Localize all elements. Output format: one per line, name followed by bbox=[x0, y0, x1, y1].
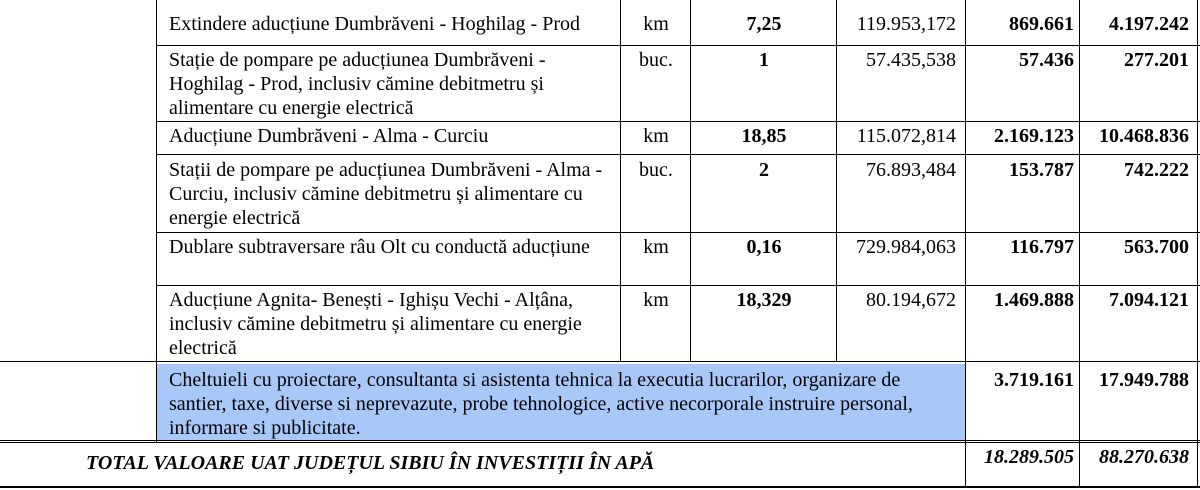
column-divider bbox=[965, 0, 966, 488]
row-divider bbox=[157, 121, 1200, 122]
summary-value-1: 3.719.161 bbox=[994, 369, 1074, 391]
total-value-1: 18.289.505 bbox=[984, 446, 1074, 468]
item-quantity: 2 bbox=[759, 159, 769, 181]
item-value-1: 869.661 bbox=[1009, 13, 1074, 35]
column-divider bbox=[836, 0, 837, 361]
item-unit-price: 57.435,538 bbox=[866, 49, 956, 71]
item-unit-price: 115.072,814 bbox=[856, 125, 956, 147]
item-value-1: 1.469.888 bbox=[994, 289, 1074, 311]
item-unit-price: 80.194,672 bbox=[866, 289, 956, 311]
item-description: Aducțiune Agnita- Benești - Ighișu Vechi - Alțâna, inclusiv cămine debitmetru și alimentare cu energie electrică bbox=[169, 289, 582, 359]
item-value-2: 563.700 bbox=[1124, 236, 1189, 258]
column-divider bbox=[1197, 0, 1198, 488]
row-divider bbox=[0, 361, 1200, 362]
row-divider bbox=[157, 154, 1200, 155]
item-unit: km bbox=[643, 125, 669, 147]
column-divider bbox=[156, 0, 157, 442]
item-value-1: 2.169.123 bbox=[994, 125, 1074, 147]
column-divider bbox=[690, 0, 691, 361]
summary-value-2: 17.949.788 bbox=[1099, 369, 1189, 391]
item-unit-price: 119.953,172 bbox=[856, 13, 956, 35]
total-label: TOTAL VALOARE UAT JUDEȚUL SIBIU ÎN INVESTIȚII ÎN APĂ bbox=[86, 452, 655, 474]
row-divider bbox=[157, 232, 1200, 233]
item-value-2: 10.468.836 bbox=[1099, 125, 1189, 147]
item-unit: km bbox=[643, 289, 669, 311]
item-value-2: 4.197.242 bbox=[1109, 13, 1189, 35]
item-description: Stații de pompare pe aducțiunea Dumbrăveni - Alma - Curciu, inclusiv cămine debitmetru și alimentare cu energie electrică bbox=[169, 159, 603, 229]
item-unit: buc. bbox=[639, 159, 673, 181]
total-value-2: 88.270.638 bbox=[1099, 446, 1189, 468]
column-divider bbox=[620, 0, 621, 361]
item-value-1: 116.797 bbox=[1010, 236, 1074, 258]
item-unit: km bbox=[643, 236, 669, 258]
item-unit-price: 729.984,063 bbox=[856, 236, 956, 258]
column-divider bbox=[1079, 0, 1080, 488]
item-unit-price: 76.893,484 bbox=[866, 159, 956, 181]
item-quantity: 1 bbox=[759, 49, 769, 71]
item-description: Aducțiune Dumbrăveni - Alma - Curciu bbox=[169, 125, 489, 147]
item-quantity: 18,85 bbox=[741, 125, 787, 147]
item-quantity: 0,16 bbox=[746, 236, 782, 258]
item-quantity: 18,329 bbox=[736, 289, 792, 311]
row-divider bbox=[157, 45, 1200, 46]
item-value-2: 742.222 bbox=[1124, 159, 1189, 181]
item-unit: km bbox=[643, 13, 669, 35]
item-value-2: 277.201 bbox=[1124, 49, 1189, 71]
row-divider bbox=[0, 440, 1200, 441]
item-value-1: 57.436 bbox=[1019, 49, 1074, 71]
item-description: Dublare subtraversare râu Olt cu conductă aducțiune bbox=[169, 236, 590, 258]
item-description: Extindere aducțiune Dumbrăveni - Hoghilag - Prod bbox=[169, 13, 580, 35]
item-quantity: 7,25 bbox=[746, 13, 782, 35]
item-description: Stație de pompare pe aducțiunea Dumbrăveni - Hoghilag - Prod, inclusiv cămine debitmetru și alimentare cu energie electrică bbox=[169, 49, 546, 119]
item-value-1: 153.787 bbox=[1009, 159, 1074, 181]
item-unit: buc. bbox=[639, 49, 673, 71]
row-divider bbox=[157, 285, 1200, 286]
table-bottom-border bbox=[0, 486, 1200, 488]
row-divider bbox=[0, 442, 1200, 443]
item-value-2: 7.094.121 bbox=[1109, 289, 1189, 311]
summary-description: Cheltuieli cu proiectare, consultanta si asistenta tehnica la executia lucrarilor, organizare de santier, taxe, diverse si neprevazute, probe tehnologice, active necorporale instruire personal, informare si publicitate. bbox=[169, 369, 913, 439]
